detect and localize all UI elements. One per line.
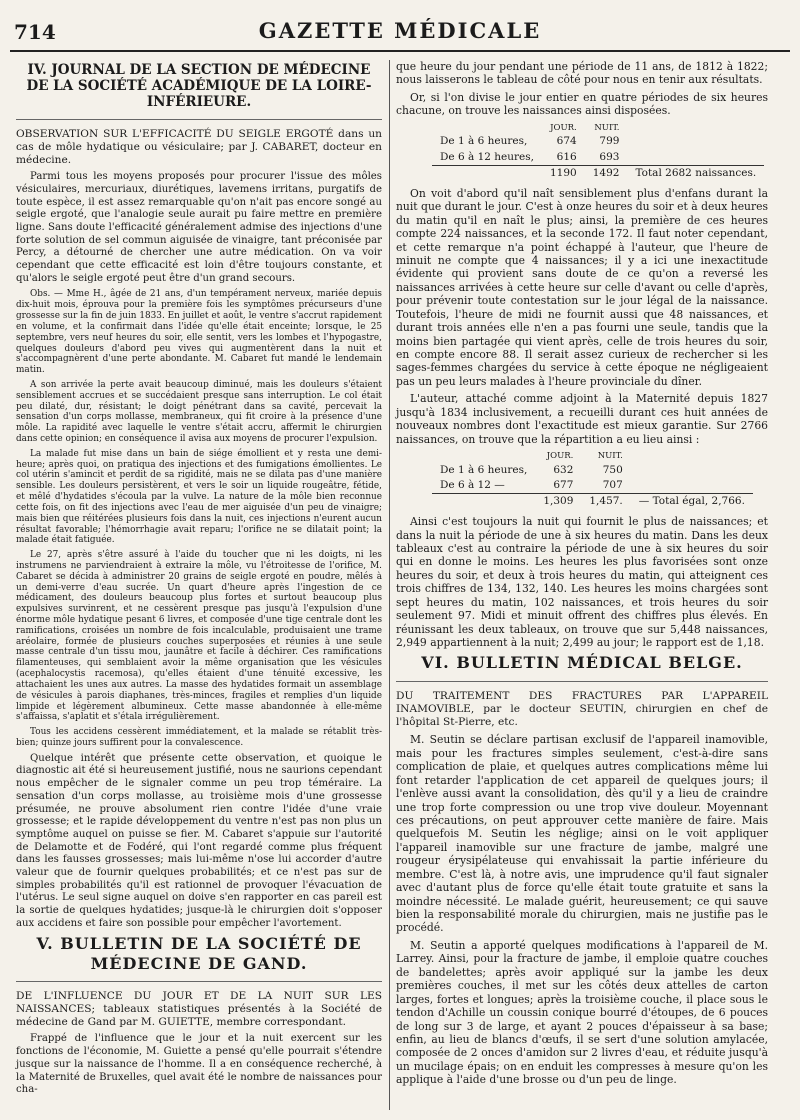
table-header-jour: JOUR. [546, 451, 574, 462]
paragraph: Parmi tous les moyens proposés pour procurer l'issue des môles vésiculaires, mercuriaux, diurétiques, lavemens irritans, purgatifs de toute espèce, il est assez remarquable qu'on n'ait pas encore songé au seigle ergoté, que l'analogie seule aurait pu faire mettre en première ligne. Sans doute l'efficacité généralement admise des injections d'une forte solution de sel commun aiguisée de vinaigre, tant préconisée par Percy, a détourné de chercher une autre médication. On va voir cependant que cette efficacité est loin d'être toujours constante, et qu'alors le seigle ergoté peut être d'un grand secours. [16, 171, 382, 284]
observation-paragraph: Le 27, après s'être assuré à l'aide du toucher que ni les doigts, ni les instrumens ne parviendraient à extraire la môle, vu l'étroitesse de l'orifice, M. Cabaret se décida à administrer 20 grains de seigle ergoté en poudre, mêlés à un demi-verre d'eau sucrée. Un quart d'heure après l'ingestion de ce médicament, des douleurs beaucoup plus fortes et surtout beaucoup plus expulsives survinrent, et ne cessèrent presque pas jusqu'à l'expulsion d'une énorme môle hydatique pesant 6 livres, et composée d'une tige centrale dont les ramifications, croisées un nombre de fois incalculable, produisaient une trame aréolaire, formée de plusieurs couches superposées et réunies à une seule masse centrale d'un tissu mou, jaunâtre et facile à déchirer. Ces ramifications filamenteuses, qui semblaient avoir la même organisation que les vésicules (acephalocystis racemosa), qu'elles étaient d'une ténuité excessive, les attachaient les unes aux autres. La masse des hydatides formait un assemblage de vésicules à parois diaphanes, très-minces, fragiles et remplies d'un liquide limpide et légèrement albumineux. Cette masse abandonnée à elle-même s'affaissa, s'aplatit et s'étala irrégulièrement. [16, 550, 382, 723]
observation-paragraph: A son arrivée la perte avait beaucoup diminué, mais les douleurs s'étaient sensiblement accrues et se succédaient presque sans interruption. Le col était peu dilaté, dur, résistant; le doigt pénétrant dans sa cavité, percevait la sensation d'un corps mollasse, membraneux, qui fit croire à la présence d'une môle. La rapidité avec laquelle le ventre s'était accru, affermit le chirurgien dans cette opinion; en conséquence il avisa aux moyens de procurer l'expulsion. [16, 379, 382, 445]
left-column [16, 60, 382, 1101]
table-header-nuit: NUIT. [594, 122, 620, 133]
births-table-2 [432, 450, 753, 509]
table-total-row: 1,309 1,457. — Total égal, 2,766. [432, 493, 753, 509]
column-divider [389, 60, 390, 1110]
section-v-title: V. BULLETIN DE LA SOCIÉTÉ DE MÉDECINE DE GAND. [36, 934, 362, 973]
paragraph: Quelque intérêt que présente cette observation, et quoique le diagnostic ait été si heureusement justifié, nous ne saurions cependant nous empêcher de le signaler comme un peu trop téméraire. La sensation d'un corps mollasse, au troisième mois d'une grossesse présumée, ne prouve absolument rien contre l'idée d'une vraie grossesse; et le rapide développement du ventre n'est pas non plus un symptôme auquel on puisse se fier. M. Cabaret s'appuie sur l'autorité de Delamotte et de Fodéré, qui l'ont regardé comme plus fréquent dans les fausses grossesses; mais lui-même n'ose lui accorder d'autre valeur que de fournir quelques probabilités; et ce n'est pas sur de simples probabilités qu'il est rationnel de provoquer l'évacuation de l'utérus. Le seul signe auquel on doive s'en rapporter en cas pareil est la sortie de quelques hydatides; jusque-là le chirurgien doit s'opposer aux accidens et faire son possible pour empêcher l'avortement. [16, 752, 382, 929]
table-row: De 6 à 12 heures, 616 693 [440, 150, 620, 163]
journal-title: GAZETTE MÉDICALE [258, 18, 542, 43]
table-row: De 1 à 6 heures, 674 799 [440, 135, 620, 148]
paragraph: que heure du jour pendant une période de 11 ans, de 1812 à 1822; nous laisserons le tableau de côté pour nous en tenir aux résultats. [396, 60, 768, 87]
page-number: 714 [14, 20, 56, 44]
section-rule [396, 681, 768, 682]
table-header-nuit: NUIT. [597, 451, 623, 462]
paragraph: M. Seutin a apporté quelques modifications à l'appareil de M. Larrey. Ainsi, pour la fracture de jambe, il emploie quatre couches de bandelettes; après avoir appliqué sur la jambe les deux premières couches, il met sur les côtés deux attelles de carton larges, fortes et longues; après la troisième couche, il place sous le tendon d'Achille un coussin conique bourré d'étoupes, de 6 pouces de long sur 3 de large, et ayant 2 pouces d'épaisseur à sa base; enfin, au lieu de blancs d'œufs, il se sert d'une solution amylacée, composée de 2 onces d'amidon sur 2 livres d'eau, et réduite jusqu'à un mucilage épais; on en enduit les compresses à mesure qu'on les applique à l'aide d'une brosse ou d'un peu de linge. [396, 938, 768, 1087]
section-rule [16, 981, 382, 982]
paragraph: Frappé de l'influence que le jour et la nuit exercent sur les fonctions de l'économie, M. Guiette a pensé qu'elle pourrait s'étendre jusque sur la naissance de l'homme. Il a en conséquence recherché, à la Maternité de Bruxelles, quel avait été le nombre de naissances pour cha- [16, 1033, 382, 1096]
section-rule [16, 119, 382, 120]
table-header-jour: JOUR. [550, 122, 577, 133]
section-iv-title: IV. JOURNAL DE LA SECTION DE MÉDECINE DE LA SOCIÉTÉ ACADÉMIQUE DE LA LOIRE-INFÉRIEURE. [26, 62, 372, 111]
article-title: DU TRAITEMENT DES FRACTURES PAR L'APPAREIL INAMOVIBLE, par le docteur SEUTIN, chirurgien en chef de l'hôpital St-Pierre, etc. [396, 689, 768, 729]
observation-paragraph: Tous les accidens cessèrent immédiatement, et la malade se rétablit très-bien; quinze jours suffirent pour la convalescence. [16, 727, 382, 748]
paragraph: M. Seutin se déclare partisan exclusif de l'appareil inamovible, mais pour les fractures simples seulement, c'est-à-dire sans complication de plaie, et quelques autres complications même lui font retarder l'application de cet appareil de quelques jours; il l'enlève aussi avant la consolidation, dès qu'il y a lieu de craindre une trop forte compression ou une trop vive douleur. Moyennant ces précautions, on peut approuver cette manière de faire. Mais quelquefois M. Seutin les néglige; ainsi on le voit appliquer l'appareil inamovible sur une fracture de jambe, malgré une rougeur érysipélateuse qui envahissait la partie inférieure du membre. C'est là, à notre avis, une imprudence qu'il faut signaler avec d'autant plus de force qu'elle était toute gratuite et sans la moindre nécessité. Le malade guérit, heureusement; ce qui sauve bien la responsabilité morale du chirurgien, mais ne justifie pas le procédé. [396, 733, 768, 935]
paragraph: Ainsi c'est toujours la nuit qui fournit le plus de naissances; et dans la nuit la période de une à six heures du matin. Dans les deux tableaux c'est au contraire la période de une à six heures du soir qui en donne le moins. Les heures les plus favorisées sont onze heures du soir, et deux à trois heures du matin, qui atteignent ces trois chiffres de 134, 132, 140. Les heures les moins chargées sont sept heures du matin, 102 naissances, et trois heures du soir seulement 97. Midi et minuit offrent des chiffres plus élevés. En réunissant les deux tableaux, on trouve que sur 5,448 naissances, 2,949 appartiennent à la nuit; 2,499 au jour; le rapport est de 1,18. [396, 515, 768, 649]
page-header [10, 14, 790, 52]
table-total-row: 1190 1492 Total 2682 naissances. [432, 165, 764, 181]
paragraph: L'auteur, attaché comme adjoint à la Maternité depuis 1827 jusqu'à 1834 inclusivement, a recueilli durant ces huit années de nouveaux nombres dont l'exactitude est mieux garantie. Sur 2766 naissances, on trouve que la répartition a eu lieu ainsi : [396, 392, 768, 446]
section-vi-title: VI. BULLETIN MÉDICAL BELGE. [421, 653, 743, 673]
births-table-1 [432, 122, 764, 181]
table-row: De 6 à 12 — 677 707 [440, 478, 623, 491]
paragraph: On voit d'abord qu'il naît sensiblement plus d'enfans durant la nuit que durant le jour. C'est à onze heures du soir et à deux heures du matin qu'il en naît le plus; ainsi, la première de ces heures compte 224 naissances, et la seconde 172. Il faut noter cependant, et cette remarque n'a point échappé à l'auteur, que l'heure de minuit ne compte que 4 naissances; il y a ici une inexactitude évidente qui provient sans doute de ce qu'on a reversé les naissances arrivées à cette heure sur celle d'avant ou celle d'après, pour prévenir toute contestation sur le jour légal de la naissance. Toutefois, l'heure de midi ne fournit aussi que 48 naissances, et durant trois années elle n'en a pas fourni une seule, tandis que la moins bien partagée qui vient après, celle de trois heures du soir, en compte encore 88. Il serait assez curieux de rechercher si les sages-femmes chargées du service à cette époque ne négligeaient pas un peu leurs malades à l'heure provinciale du dîner. [396, 186, 768, 388]
observation-paragraph: La malade fut mise dans un bain de siége émollient et y resta une demi-heure; après quoi, on pratiqua des injections et des fumigations émollientes. Le col utérin s'amincit et perdit de sa rigidité, mais ne se dilata pas d'une manière sensible. Les douleurs persistèrent, et vers le soir un liquide rougeâtre, fétide, et mêlé d'hydatides s'écoula par la vulve. La nature de la môle bien reconnue cette fois, on fit des injections avec l'eau de mer aiguisée d'un peu de vinaigre; mais bien que réitérées plusieurs fois dans la nuit, ces injections n'eurent aucun résultat favorable; l'hémorrhagie avait reparu; l'orifice ne se dilatait point; la malade était fatiguée. [16, 448, 382, 546]
right-column [396, 60, 768, 1091]
observation-paragraph: Obs. — Mme H., âgée de 21 ans, d'un tempérament nerveux, mariée depuis dix-huit mois, éprouva pour la première fois les symptômes précurseurs d'une grossesse sur la fin de juin 1833. En juillet et août, le ventre s'accrut rapidement en volume, et la confirmait dans l'idée qu'elle était enceinte; lorsque, le 25 septembre, vers neuf heures du soir, elle sentit, vers les lombes et l'hypogastre, quelques douleurs d'abord peu vives qui augmentèrent dans la nuit et s'accompagnèrent d'une perte abondante. M. Cabaret fut mandé le lendemain matin. [16, 289, 382, 376]
article-title: DE L'INFLUENCE DU JOUR ET DE LA NUIT SUR LES NAISSANCES; tableaux statistiques présentés à la Société de médecine de Gand par M. GUIETTE, membre correspondant. [16, 989, 382, 1029]
table-row: De 1 à 6 heures, 632 750 [440, 463, 623, 476]
observation-title: OBSERVATION SUR L'EFFICACITÉ DU SEIGLE ERGOTÉ dans un cas de môle hydatique ou vésiculaire; par J. CABARET, docteur en médecine. [16, 127, 382, 167]
paragraph: Or, si l'on divise le jour entier en quatre périodes de six heures chacune, on trouve les naissances ainsi disposées. [396, 90, 768, 118]
